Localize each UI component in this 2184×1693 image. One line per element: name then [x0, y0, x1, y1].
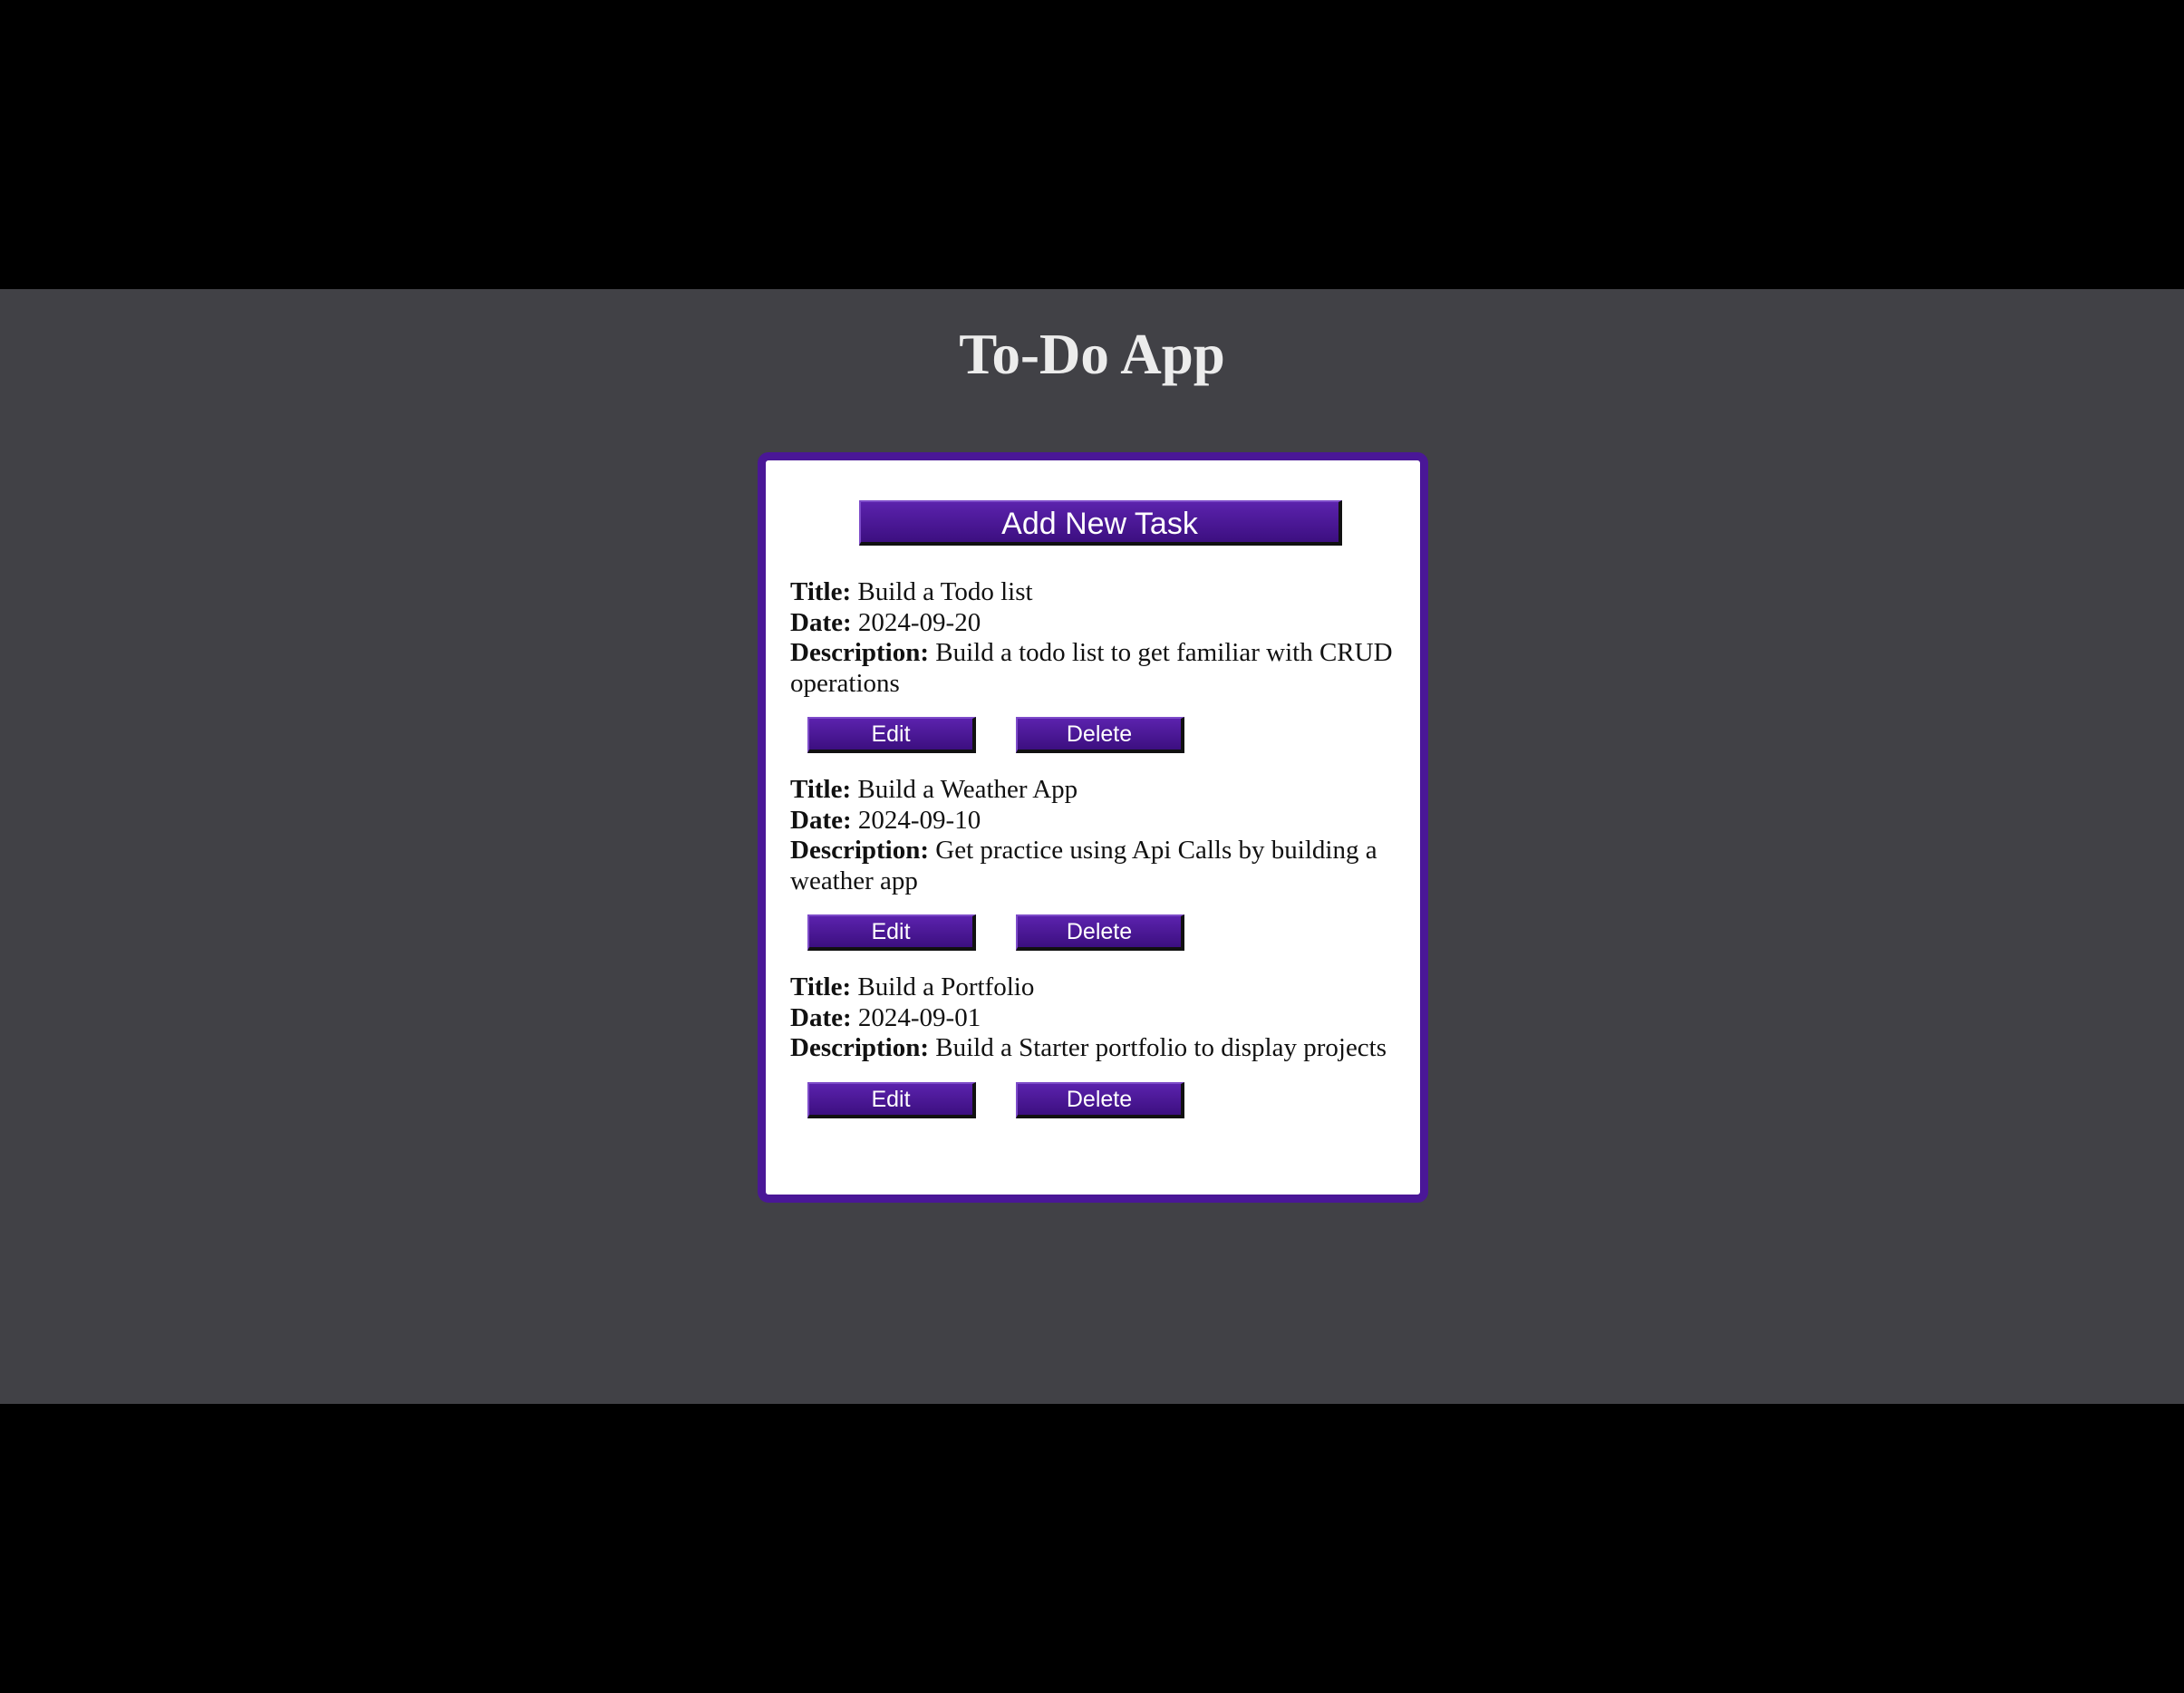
task-description: Get practice using Api Calls by building a weather app [790, 836, 1377, 895]
task-description-line [790, 638, 1406, 699]
task-actions [790, 1082, 1406, 1118]
task-actions [790, 717, 1406, 753]
task-description: Build a todo list to get familiar with CRUD operations [790, 638, 1393, 698]
title-label: Title: [790, 972, 852, 1001]
task-date-line [790, 806, 1406, 837]
description-label: Description: [790, 836, 930, 865]
task-title-line [790, 577, 1406, 608]
description-label: Description: [790, 1033, 930, 1062]
task-date-line [790, 608, 1406, 639]
date-label: Date: [790, 1002, 852, 1032]
task-title: Build a Weather App [857, 775, 1078, 804]
title-label: Title: [790, 577, 852, 606]
edit-button[interactable]: Edit [807, 1082, 976, 1118]
task-title: Build a Todo list [857, 577, 1033, 606]
description-label: Description: [790, 638, 930, 667]
task-date: 2024-09-01 [857, 1002, 981, 1032]
add-new-task-button[interactable]: Add New Task [859, 500, 1342, 546]
app-viewport [0, 289, 2184, 1404]
task-title: Build a Portfolio [857, 972, 1035, 1001]
task-item [790, 775, 1406, 951]
date-label: Date: [790, 607, 852, 637]
task-description-line [790, 1033, 1406, 1064]
edit-button[interactable]: Edit [807, 914, 976, 951]
task-date-line [790, 1003, 1406, 1034]
delete-button[interactable]: Delete [1016, 717, 1184, 753]
task-item [790, 577, 1406, 753]
task-description-line [790, 836, 1406, 896]
task-card [758, 452, 1428, 1203]
title-label: Title: [790, 775, 852, 804]
task-title-line [790, 775, 1406, 806]
task-date: 2024-09-20 [857, 607, 981, 637]
task-item [790, 972, 1406, 1118]
delete-button[interactable]: Delete [1016, 914, 1184, 951]
page-title: To-Do App [959, 323, 1225, 386]
task-date: 2024-09-10 [857, 805, 981, 835]
edit-button[interactable]: Edit [807, 717, 976, 753]
task-description: Build a Starter portfolio to display projects [935, 1033, 1387, 1062]
delete-button[interactable]: Delete [1016, 1082, 1184, 1118]
task-title-line [790, 972, 1406, 1003]
task-actions [790, 914, 1406, 951]
date-label: Date: [790, 805, 852, 835]
